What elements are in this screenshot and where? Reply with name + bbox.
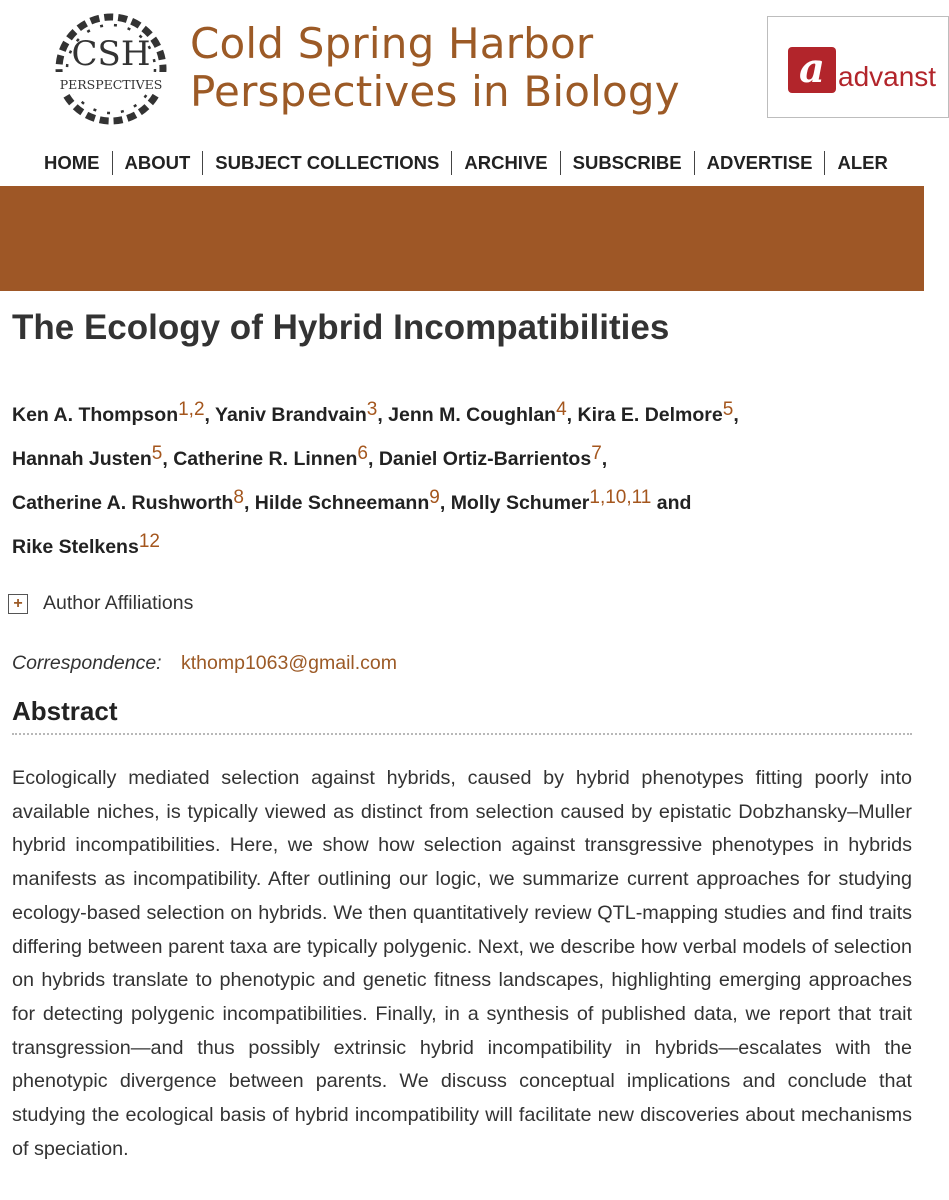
author-affiliation-ref[interactable]: 12 [138,531,160,552]
author-name: Catherine A. Rushworth [12,492,234,514]
author-affiliation-ref[interactable]: 1,2 [178,399,205,420]
author-line [12,439,912,483]
advertiser-logo-icon: a [788,47,836,93]
correspondence [12,652,397,675]
article-title: The Ecology of Hybrid Incompatibilities [12,308,670,347]
abstract-heading: Abstract [12,696,118,726]
author-separator: , [439,492,451,514]
nav-alerts[interactable]: ALER [837,152,888,173]
author-name: Daniel Ortiz-Barrientos [378,448,592,470]
nav-advertise[interactable]: ADVERTISE [706,152,813,173]
author-separator: , [243,492,255,514]
author-separator: , [601,448,608,470]
nav-subject-collections[interactable]: SUBJECT COLLECTIONS [215,152,440,173]
author-name: Ken A. Thompson [12,404,179,426]
brand-line-2: Perspectives in Biology [190,67,680,116]
author-affiliation-ref[interactable]: 5 [722,399,734,420]
author-separator: , [566,404,578,426]
color-banner [0,186,924,291]
author-affiliation-ref[interactable]: 3 [366,399,378,420]
author-affiliation-ref[interactable]: 6 [357,443,368,464]
site-header [0,0,937,140]
logo-subtext: PERSPECTIVES [59,77,163,92]
author-separator: , [162,448,174,470]
author-affiliation-ref[interactable]: 4 [556,399,567,420]
author-line [12,527,912,571]
author-name: Kira E. Delmore [577,404,723,426]
author-affiliation-ref[interactable]: 5 [151,443,163,464]
author-affiliation-ref[interactable]: 1,10,11 [589,487,652,508]
author-name: Catherine R. Linnen [173,448,358,470]
author-name: Rike Stelkens [12,536,139,558]
abstract-text: Ecologically mediated selection against hybrids, caused by hybrid phenotypes fitting poorly into available niches, is typically viewed as distinct from selection caused by epistatic Dobzhansky–Muller hybrid incompatibilities. Here, we show how selection against transgressive phenotypes in hybrids manifests as incompatibility. After outlining our logic, we summarize current approaches for studying ecology-based selection on hybrids. We then quantitatively review QTL-mapping studies and find traits differing between parent taxa are typically polygenic. Next, we describe how verbal models of selection on hybrids translate to phenotypic and genetic fitness landscapes, highlighting emerging approaches for detecting polygenic incompatibilities. Finally, in a synthesis of published data, we report that trait transgression—and thus possibly extrinsic hybrid incompatibility in hybrids—escalates with the phenotypic divergence between parents. We discuss conceptual implications and conclude that studying the ecological basis of hybrid incompatibility will facilitate new discoveries about mechanisms of speciation. [12,767,912,1160]
author-name: Molly Schumer [450,492,590,514]
author-name: Hannah Justen [12,448,152,470]
author-name: Hilde Schneemann [254,492,430,514]
author-name: Yaniv Brandvain [215,404,367,426]
author-separator: , [367,448,379,470]
journal-brand[interactable] [190,20,680,116]
author-separator: , [377,404,389,426]
nav-archive[interactable]: ARCHIVE [464,152,548,173]
author-affiliation-ref[interactable]: 9 [429,487,440,508]
author-separator: and [651,492,692,514]
logo-text: CSH [71,34,151,74]
nav-home[interactable]: HOME [44,152,100,173]
abstract-divider [12,733,912,735]
author-separator: , [733,404,739,426]
advertisement-banner[interactable] [767,16,949,118]
author-affiliation-ref[interactable]: 7 [591,443,602,464]
author-name: Jenn M. Coughlan [388,404,557,426]
author-line [12,483,912,527]
nav-subscribe[interactable]: SUBSCRIBE [572,152,682,173]
nav-about[interactable]: ABOUT [124,152,191,173]
expand-plus-icon[interactable]: + [8,594,28,614]
author-list [12,395,912,571]
author-affiliations-toggle[interactable] [8,592,193,615]
author-separator: , [204,404,216,426]
correspondence-email-link[interactable]: kthomp1063@gmail.com [181,652,397,674]
main-nav [0,146,924,180]
advertiser-name: advanst [838,61,937,92]
csh-perspectives-logo[interactable] [48,8,174,130]
author-line [12,395,912,439]
correspondence-label: Correspondence: [12,652,162,674]
brand-line-1: Cold Spring Harbor [190,19,594,68]
author-affiliation-ref[interactable]: 8 [233,487,244,508]
author-affiliations-label[interactable]: Author Affiliations [43,592,194,614]
